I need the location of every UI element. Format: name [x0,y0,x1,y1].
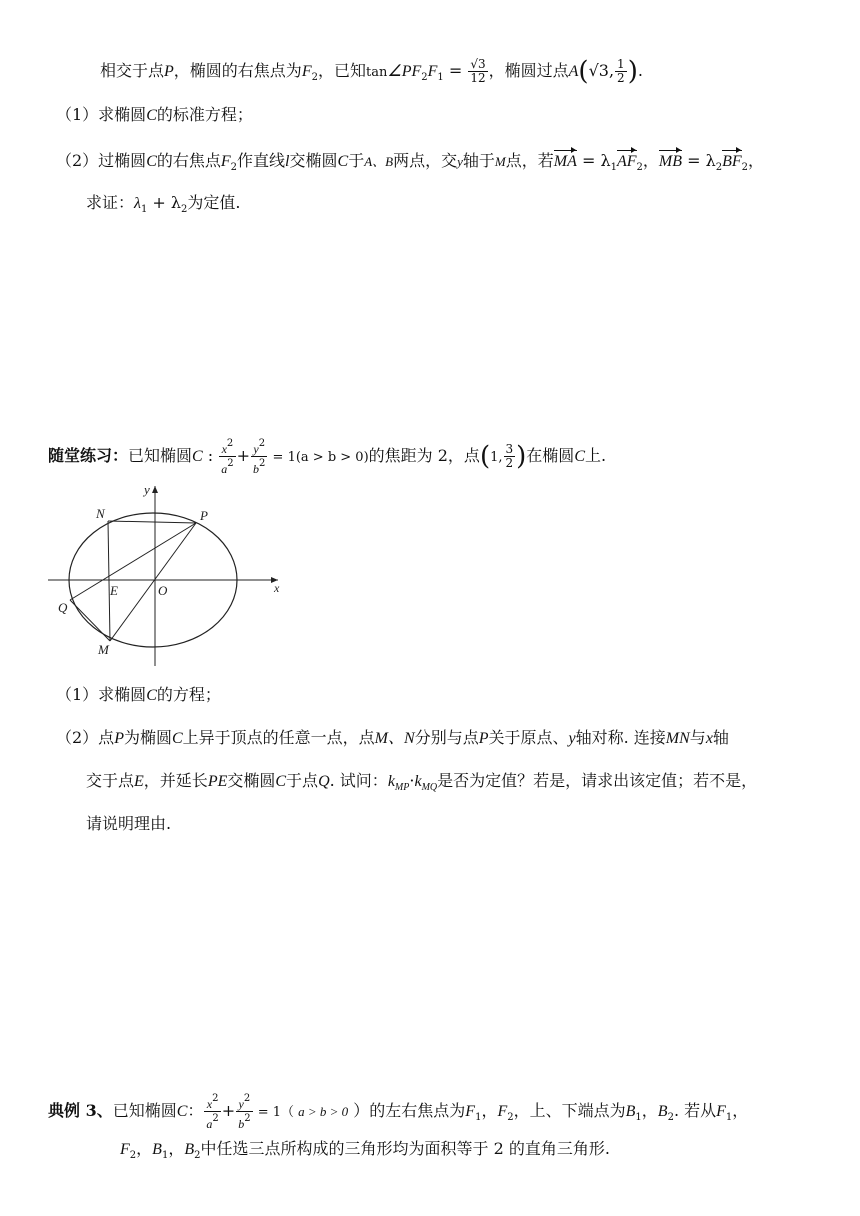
pq2-text: 与 [689,728,706,747]
eq-lambda: = λ [576,151,611,170]
segment-pq [70,523,196,600]
equation-rhs: = 1(a > b > 0) [268,450,369,465]
sup-2: 2 [227,458,234,469]
vector-bf2: BF [722,151,742,173]
sqrt3: √3, [588,61,615,80]
example3-line1 [48,1092,748,1131]
tan-num: √3 [470,57,486,71]
sub-2: 2 [636,162,643,173]
y-fraction [251,437,267,476]
comma: ， [136,1139,153,1158]
y-num [236,1092,252,1112]
segment-nm [108,521,110,641]
paren-close: ) [516,441,527,472]
vector-mb: MB [659,151,682,173]
label-n: N [96,506,105,521]
focus-f2: F [497,1103,508,1120]
point-fraction [504,443,516,470]
q1-rest: 的标准方程； [156,105,253,124]
points-ab: A、B [364,154,394,169]
proof-label: 求证： [86,193,135,212]
a-var: a [206,1117,213,1131]
sub-2: 2 [194,1150,201,1161]
ex3-text: 中任选三点所构成的三角形均为面积等于 2 的直角三角形. [200,1139,610,1158]
frac-den: 2 [505,456,514,470]
segment-pm [110,523,196,641]
pq1-rest: 的方程； [156,685,221,704]
pq2-text: . 试问： [329,771,388,790]
vertex-b1: B [625,1103,636,1120]
x-num [219,437,235,457]
pq2-text: 轴对称. 连接 [575,728,666,747]
half-num: 1 [617,57,625,71]
pq2-text: 轴 [712,728,729,747]
sub-mp: MP [394,782,410,793]
label-o: O [158,583,168,598]
x-var: x [206,1097,213,1111]
y-fraction [236,1092,252,1131]
ellipse-c: C [275,773,287,790]
plus-lambda: + λ [147,193,182,212]
point-x: 1, [490,450,503,465]
proof-line [86,192,241,221]
paren-open: ( [578,56,589,87]
paren-close: ) [627,56,638,87]
slope-k: k [387,773,395,790]
label-e: E [110,583,118,598]
pq2-text: 为椭圆 [123,728,172,747]
ellipse-c: C [192,448,203,465]
eq-lambda: = λ [682,151,716,170]
sub-2: 2 [741,162,749,173]
line-l: l [285,153,290,170]
x-var: x [221,442,227,456]
question-1 [56,104,253,127]
q2-text: 点，若 [505,151,554,170]
sup-2: 2 [244,1113,251,1124]
sub-2: 2 [667,1112,674,1123]
axis-y: y [568,730,576,747]
y-var: y [253,442,259,456]
sub-2b: 2 [421,72,428,83]
segment-pe: PE [207,773,228,790]
practice-text: 上. [584,446,607,465]
y-axis-arrow [152,486,158,493]
intro-text-2: ，椭圆的右焦点为 [173,61,302,80]
practice-q2-line2 [86,770,757,799]
pq1-label: （1）求椭圆 [56,685,147,704]
practice-text: 的焦距为 2，点 [368,446,480,465]
axis-x: x [705,730,713,747]
practice-q1 [56,684,221,707]
pq2-text: 上异于顶点的任意一点，点 [182,728,375,747]
proof-rest: 为定值. [187,193,241,212]
y-num [251,437,267,457]
sup-2: 2 [212,1093,219,1104]
plus: + [236,446,251,465]
sub-1: 1 [437,72,444,83]
b-var: b [253,462,260,476]
pq2-text: 分别与点 [414,728,479,747]
sup-2: 2 [243,1093,251,1104]
a-var: a [221,462,228,476]
sub-1: 1 [725,1112,733,1123]
ellipse-c: C [574,448,585,465]
equals-one: = 1（ [253,1105,299,1120]
pq2-text: 关于原点、 [488,728,569,747]
example-title: 典例 3、 [48,1101,113,1120]
q1-label: （1）求椭圆 [56,105,147,124]
vertex-b1: B [152,1141,162,1158]
sup-2: 2 [226,438,234,449]
comma: ， [168,1139,185,1158]
question-2 [56,150,764,179]
sub-1: 1 [140,204,148,215]
ellipse-c: C [146,687,157,704]
label-x: x [274,581,280,595]
example3-line2 [120,1138,610,1167]
point-a: A [568,63,579,80]
comma: ， [641,1101,658,1120]
intro-text: 相交于点 [100,61,165,80]
period: . [637,61,643,80]
tan-label: tan [365,65,388,80]
intro-text-3: ，已知 [317,61,366,80]
practice-text: 已知椭圆 [128,446,193,465]
label-y: y [144,482,150,497]
sub-1: 1 [475,1112,482,1123]
plus: + [221,1101,236,1120]
point-m: M [494,154,506,169]
colon: : [202,446,219,465]
point-p: P [114,730,124,747]
axis-y: y [457,154,463,169]
ellipse-c: C [146,107,157,124]
focus-f1: F [465,1103,476,1120]
segment-mn: MN [665,730,690,747]
f1-label: F [427,63,438,80]
x-fraction [219,437,235,476]
ex3-text: ）的左右焦点为 [348,1101,466,1120]
label-q: Q [58,600,68,615]
sub-2: 2 [715,162,723,173]
segment-qm [70,600,110,641]
pq2-text: 于点 [286,771,319,790]
half-fraction [615,58,627,85]
ellipse-c: C [176,1103,188,1120]
x-fraction [204,1092,220,1131]
sup-2: 2 [258,438,266,449]
vertex-b2: B [184,1141,195,1158]
pq2-label: （2）点 [56,728,115,747]
vertex-b2: B [657,1103,668,1120]
half-den: 2 [617,71,625,85]
b-var: b [238,1117,245,1131]
colon: ： [187,1101,204,1120]
comma: ， [481,1101,498,1120]
q2-label: （2）过椭圆 [56,151,147,170]
paren-open: ( [479,441,491,472]
sub-mq: MQ [421,782,438,793]
x-num [204,1092,220,1112]
sub-1: 1 [610,162,617,173]
segment-np [108,521,196,523]
practice-title: 随堂练习： [48,446,129,465]
pq2-text: 请说明理由. [86,814,172,833]
ellipse-c: C [146,153,157,170]
sub-2: 2 [181,204,188,215]
pq2-text: 交椭圆 [227,771,276,790]
ex3-text: 已知椭圆 [112,1101,177,1120]
label-m: M [98,642,109,657]
point-p: P [478,730,489,747]
sub-2: 2 [311,72,318,83]
angle-label: ∠PF [387,63,422,80]
intro-line [100,58,643,89]
pq2-text: ，并延长 [143,771,208,790]
sub-2: 2 [507,1112,514,1123]
q2-text: 作直线 [237,151,286,170]
q2-text: 于 [348,151,365,170]
point-p: P [164,63,174,80]
focus-f2: F [120,1141,130,1158]
tan-fraction [468,58,487,85]
equals: = [443,61,468,80]
practice-line [48,437,606,476]
sub-2: 2 [129,1150,137,1161]
comma: ， [732,1101,749,1120]
sup-2: 2 [259,458,266,469]
a-den [219,457,235,476]
point-q: Q [318,773,330,790]
ellipse-figure [40,480,300,670]
focus-f2: F [220,153,231,170]
sup-2: 2 [212,1113,219,1124]
vector-ma: MA [554,151,577,173]
practice-q2-line1 [56,727,729,750]
q2-text: 两点，交 [393,151,458,170]
b-den [236,1112,252,1131]
sub-2: 2 [230,162,238,173]
frac-num: 3 [505,442,514,456]
lambda-1: λ [134,195,141,212]
slope-k: k [414,773,422,790]
points-mn: M、N [374,730,415,747]
practice-q2-line3 [86,813,171,835]
label-p: P [200,508,208,523]
q2-text: 交椭圆 [289,151,338,170]
b-den [251,457,267,476]
q2-text: 的右焦点 [156,151,221,170]
sub-1: 1 [161,1150,169,1161]
tan-den: 12 [470,71,486,85]
ellipse-c: C [171,730,183,747]
ex3-text: ，上、下端点为 [513,1101,626,1120]
condition: a > b > 0 [298,1104,349,1119]
dot: · [409,771,415,790]
point-e: E [134,773,144,790]
ex3-text: . 若从 [673,1101,717,1120]
vector-af2: AF [617,151,637,173]
a-den [204,1112,220,1131]
focus-f2: F [301,63,312,80]
q2-text: 轴于 [462,151,495,170]
ellipse-c: C [337,153,349,170]
y-var: y [238,1097,244,1111]
comma: ， [642,151,659,170]
pq2-text: 交于点 [86,771,135,790]
practice-text: 在椭圆 [526,446,575,465]
focus-f1: F [716,1103,726,1120]
sub-1: 1 [635,1112,642,1123]
comma: ， [748,151,765,170]
pq2-text: 是否为定值？若是，请求出该定值；若不是， [437,771,758,790]
intro-text-4: ，椭圆过点 [488,61,569,80]
